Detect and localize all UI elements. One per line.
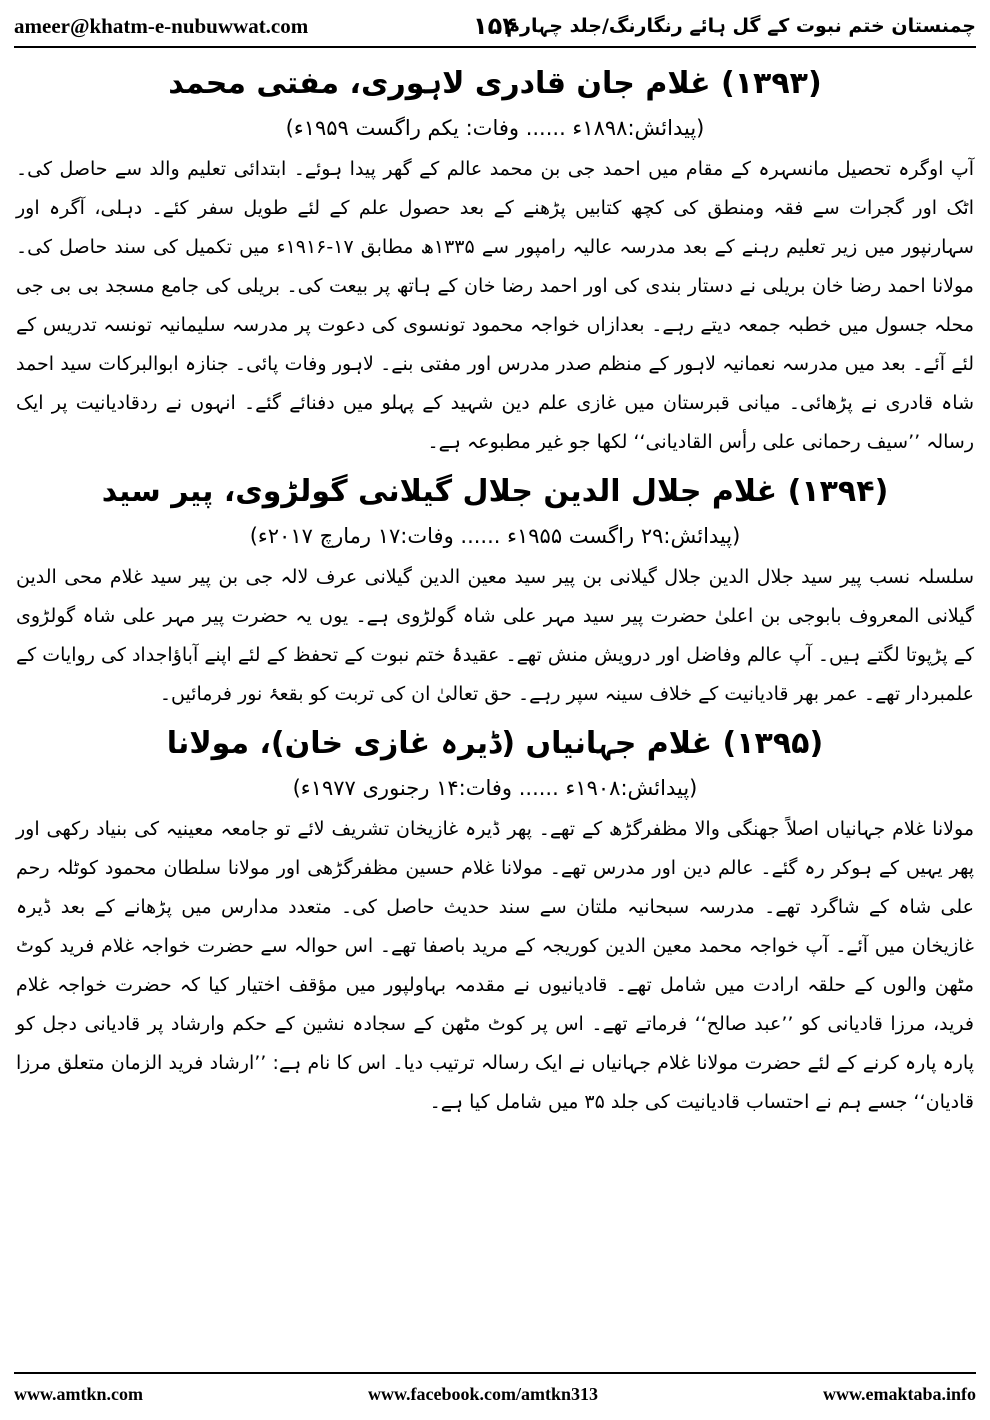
header-email: ameer@khatm-e-nubuwwat.com xyxy=(14,13,309,38)
page-footer xyxy=(14,1372,976,1414)
book-title: چمنستان ختم نبوت کے گل ہائے رنگارنگ/جلد چہارم xyxy=(506,15,976,37)
entry-body: مولانا غلام جہانیاں اصلاً جھنگی والا مظفرگڑھ کے تھے۔ پھر ڈیرہ غازیخان تشریف لائے تو جامعہ معینیہ کی بنیاد رکھی اور پھر یہیں کے ہوکر رہ گئے۔ عالم دین اور مدرس تھے۔ مولانا غلام حسین مظفرگڑھی اور مولانا سلطان محمود کوٹلہ رحم علی شاہ کے شاگرد تھے۔ مدرسہ سبحانیہ ملتان سے سند حدیث حاصل کی۔ متعدد مدارس میں پڑھانے کے بعد ڈیرہ غازیخان میں آئے۔ آپ خواجہ محمد معین الدین کوریجہ کے مرید باصفا تھے۔ اس حوالہ سے حضرت خواجہ غلام فرید کوٹ مٹھن والوں کے حلقہ ارادت میں شامل تھے۔ قادیانیوں نے مقدمہ بہاولپور میں مؤقف اختیار کیا کہ حضرت خواجہ غلام فرید، مرزا قادیانی کو ’’عبد صالح‘‘ فرماتے تھے۔ اس پر کوٹ مٹھن کے سجادہ نشین کے حکم وارشاد پر قادیانی دجل کو پارہ پارہ کرنے کے لئے حضرت مولانا غلام جہانیاں نے ایک رسالہ ترتیب دیا۔ اس کا نام ہے: ’’ارشاد فرید الزمان متعلق مرزا قادیان‘‘ جسے ہم نے احتساب قادیانیت کی جلد ۳۵ میں شامل کیا ہے۔ xyxy=(16,818,974,1113)
page-number: ۱۵۴ xyxy=(473,12,517,40)
footer-link-amtkn[interactable]: www.amtkn.com xyxy=(14,1383,143,1404)
entry-title: (۱۳۹۳) غلام جان قادری لاہوری، مفتی محمد xyxy=(168,66,822,101)
footer-link-facebook[interactable]: www.facebook.com/amtkn313 xyxy=(367,1383,598,1404)
footer-link-emaktaba[interactable]: www.emaktaba.info xyxy=(822,1383,976,1404)
entry-body: آپ اوگرہ تحصیل مانسہرہ کے مقام میں احمد جی بن محمد عالم کے گھر پیدا ہوئے۔ ابتدائی تعلیم والد سے حاصل کی۔ اٹک اور گجرات سے فقہ ومنطق کی کچھ کتابیں پڑھنے کے بعد حصول علم کے لئے طویل سفر کئے۔ دہلی، آگرہ اور سہارنپور میں زیر تعلیم رہنے کے بعد مدرسہ عالیہ رامپور سے ۱۳۳۵ھ مطابق ۱۷-۱۹۱۶ء میں تکمیل کی سند حاصل کی۔ مولانا احمد رضا خان بریلی نے دستار بندی کی اور احمد رضا خان کے ہاتھ پر بیعت کی۔ بریلی کی جامع مسجد بی بی جی محلہ جسول میں خطبہ جمعہ دیتے رہے۔ بعدازاں خواجہ محمود تونسوی کی دعوت پر مدرسہ سلیمانیہ تونسہ تدریس کے لئے آئے۔ بعد میں مدرسہ نعمانیہ لاہور کے منظم صدر مدرس اور مفتی بنے۔ لاہور وفات پائی۔ جنازہ ابوالبرکات سید احمد شاہ قادری نے پڑھائی۔ میانی قبرستان میں غازی علم دین شہید کے پہلو میں دفنائے گئے۔ انہوں نے ردقادیانیت پر ایک رسالہ ’’سیف رحمانی علی رأس القادیانی‘‘ لکھا جو غیر مطبوعہ ہے۔ xyxy=(16,158,974,453)
entry-1395 xyxy=(16,724,974,1122)
entry-1393 xyxy=(16,64,974,462)
entry-title: (۱۳۹۵) غلام جہانیاں (ڈیرہ غازی خان)، مولانا xyxy=(166,726,824,761)
entry-1394 xyxy=(16,472,974,714)
entry-body: سلسلہ نسب پیر سید جلال الدین جلال گیلانی بن پیر سید معین الدین گیلانی عرف لالہ جی بن پیر سید غلام محی الدین گیلانی المعروف بابوجی بن اعلیٰ حضرت پیر سید مہر علی شاہ گولڑوی ہے۔ یوں یہ حضرت پیر مہر علی شاہ گولڑوی کے پڑپوتا لگتے ہیں۔ آپ عالم وفاضل اور درویش منش تھے۔ عقیدۂ ختم نبوت کے تحفظ کے لئے اپنے آباؤاجداد کی روایات کے علمبردار تھے۔ عمر بھر قادیانیت کے خلاف سینہ سپر رہے۔ حق تعالیٰ ان کی تربت کو بقعۂ نور فرمائیں۔ xyxy=(16,566,974,705)
entry-dates: (پیدائش:۱۸۹۸ء ...... وفات: یکم راگست ۱۹۵۹ء) xyxy=(285,115,705,140)
entry-dates: (پیدائش:۲۹ راگست ۱۹۵۵ء ...... وفات:۱۷ رمارچ ۲۰۱۷ء) xyxy=(249,523,741,548)
page-content xyxy=(16,60,974,1360)
entry-dates: (پیدائش:۱۹۰۸ء ...... وفات:۱۴ رجنوری ۱۹۷۷ء) xyxy=(292,775,698,800)
page-header xyxy=(14,6,976,48)
entry-title: (۱۳۹۴) غلام جلال الدین جلال گیلانی گولڑوی، پیر سید xyxy=(101,474,889,509)
